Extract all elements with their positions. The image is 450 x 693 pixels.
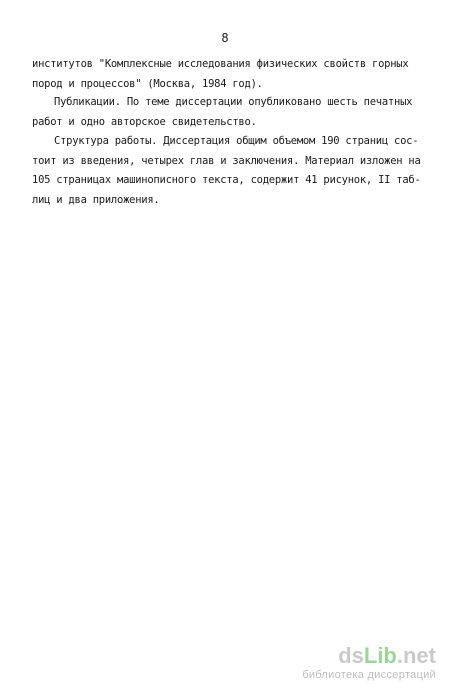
logo-part-net: .net (396, 643, 436, 668)
paragraph-structure (32, 132, 422, 210)
text-line: пород и процессов" (Москва, 1984 год). (32, 77, 263, 90)
page-number: 8 (221, 31, 229, 45)
logo-part-lib: Lib (363, 643, 397, 668)
text-line: 105 страницах машинописного текста, содержит 41 рисунок, II таб- (32, 174, 421, 186)
paragraph-publications (32, 93, 422, 132)
dslib-logo (302, 645, 436, 667)
paragraph-institutes (32, 55, 422, 94)
text-line: Публикации. По теме диссертации опубликовано шесть печатных (54, 96, 413, 108)
text-line: Структура работы. Диссертация общим объемом 190 страниц сос- (54, 135, 419, 147)
dslib-watermark (302, 645, 436, 681)
text-line: тоит из введения, четырех глав и заключения. Материал изложен на (32, 154, 421, 167)
text-line: лиц и два приложения. (32, 193, 160, 206)
text-line: работ и одно авторское свидетельство. (32, 115, 257, 128)
watermark-caption: библиотека диссертаций (302, 669, 436, 681)
text-line: институтов "Комплексные исследования физических свойств горных (32, 58, 409, 70)
logo-part-ds: ds (338, 643, 364, 668)
